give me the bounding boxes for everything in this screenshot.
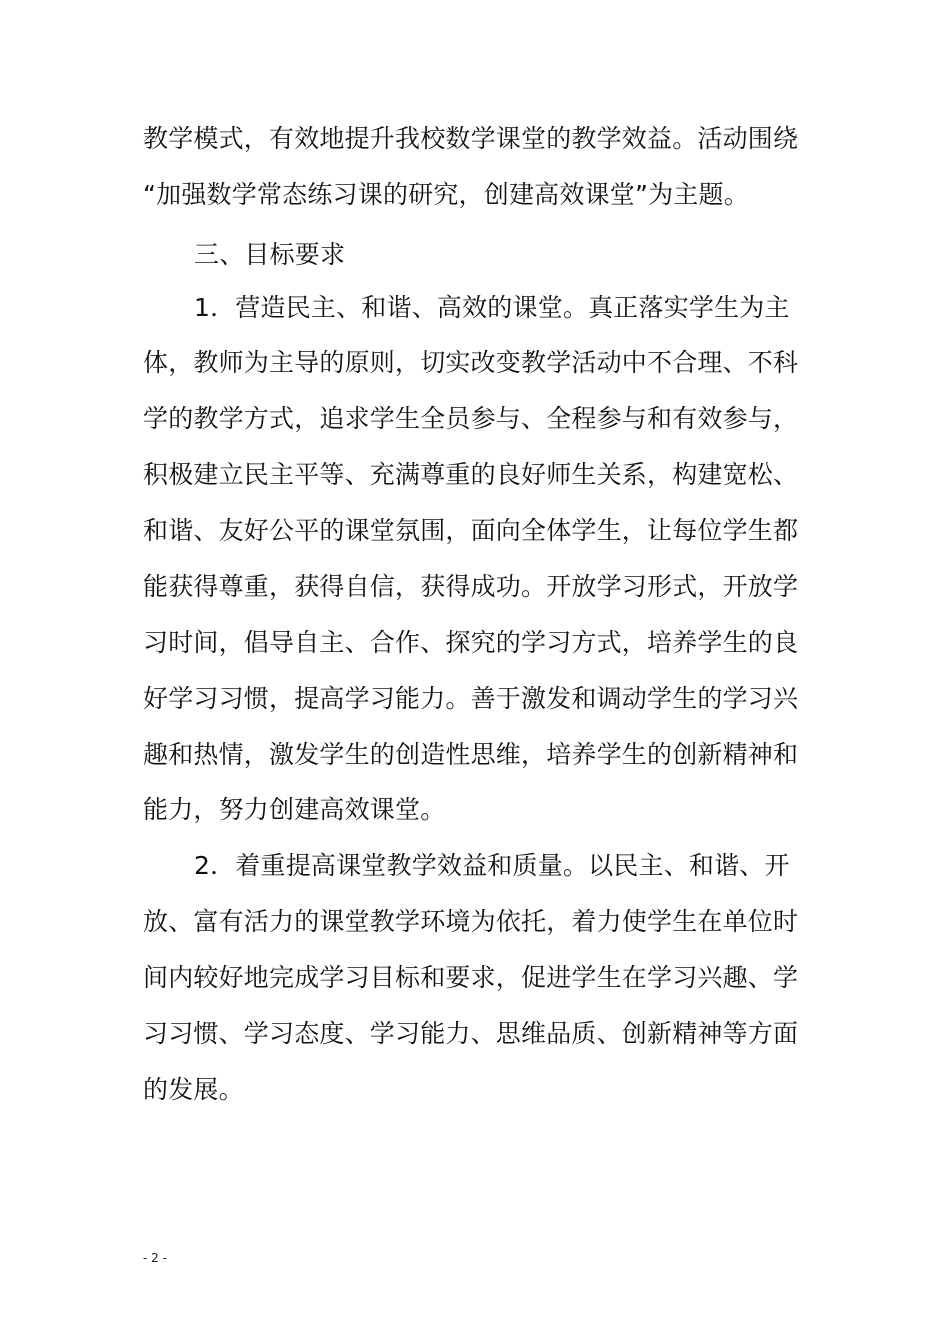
text-line-2: “加强数学常态练习课的研究，创建高效课堂”为主题。 — [143, 180, 749, 209]
text-line-15: 放、富有活力的课堂教学环境为依托，着力使学生在单位时 — [143, 907, 799, 936]
text-line-17: 习习惯、学习态度、学习能力、思维品质、创新精神等方面 — [143, 1019, 799, 1048]
text-line-18: 的发展。 — [143, 1075, 244, 1104]
text-line-16: 间内较好地完成学习目标和要求，促进学生在学习兴趣、学 — [143, 963, 799, 992]
text-line-5: 体，教师为主导的原则，切实改变教学活动中不合理、不科 — [143, 348, 799, 377]
section-heading: 三、目标要求 — [194, 240, 346, 269]
text-line-7: 积极建立民主平等、充满尊重的良好师生关系，构建宽松、 — [143, 460, 799, 489]
text-line-12: 趣和热情，激发学生的创造性思维，培养学生的创新精神和 — [143, 740, 799, 769]
page-number: - 2 - — [143, 1251, 167, 1265]
text-line-13: 能力，努力创建高效课堂。 — [143, 795, 446, 824]
text-line-14: 2．着重提高课堂教学效益和质量。以民主、和谐、开 — [194, 851, 790, 880]
text-line-1: 教学模式，有效地提升我校数学课堂的教学效益。活动围绕 — [143, 124, 799, 153]
text-line-6: 学的教学方式，追求学生全员参与、全程参与和有效参与， — [143, 404, 799, 433]
text-line-10: 习时间，倡导自主、合作、探究的学习方式，培养学生的良 — [143, 628, 799, 657]
text-line-9: 能获得尊重，获得自信，获得成功。开放学习形式，开放学 — [143, 572, 799, 601]
text-line-4: 1．营造民主、和谐、高效的课堂。真正落实学生为主 — [194, 293, 790, 322]
text-line-8: 和谐、友好公平的课堂氛围，面向全体学生，让每位学生都 — [143, 516, 799, 545]
text-line-11: 好学习习惯，提高学习能力。善于激发和调动学生的学习兴 — [143, 684, 799, 713]
